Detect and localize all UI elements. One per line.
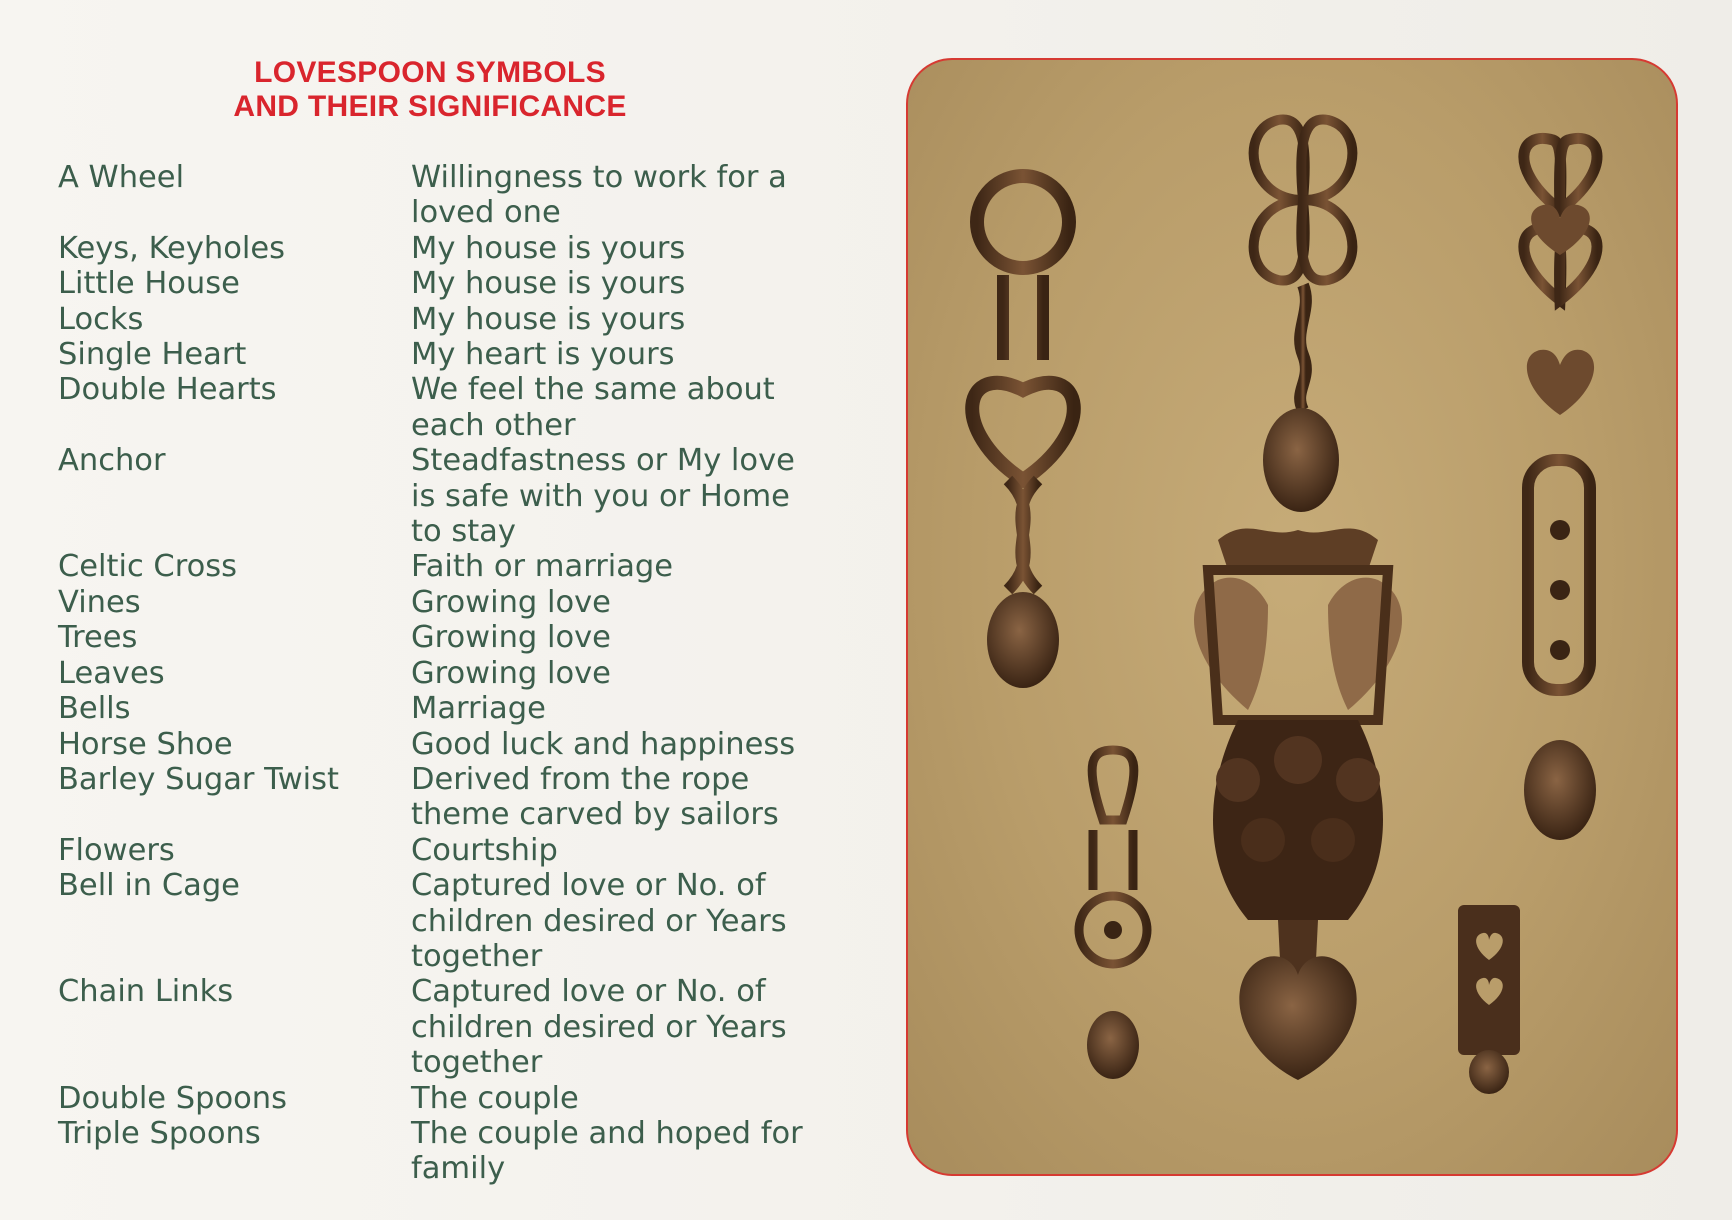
symbol-row: [58, 160, 838, 231]
symbol-row: [58, 656, 838, 691]
symbol-name: Little House: [58, 266, 240, 302]
symbol-name: Horse Shoe: [58, 726, 233, 762]
meaning-line: children desired or Years: [411, 1009, 787, 1045]
symbol-name: Single Heart: [58, 337, 247, 373]
bell-carving: [1550, 580, 1570, 600]
bell-carving: [1550, 520, 1570, 540]
meaning-line: Growing love: [411, 620, 611, 656]
meaning-line: Good luck and happiness: [411, 726, 796, 762]
symbol-meaning: [411, 266, 831, 301]
spoon-bowl: [1087, 1011, 1139, 1079]
meaning-line: together: [411, 1045, 543, 1081]
symbol-row: [58, 691, 838, 726]
symbol-row: [58, 231, 838, 266]
symbol-name: Leaves: [58, 655, 165, 691]
symbol-meaning: [411, 302, 831, 337]
symbol-meaning: [411, 868, 831, 974]
heart-carving: [1527, 350, 1594, 415]
meaning-line: loved one: [411, 195, 561, 231]
symbol-name: Anchor: [58, 443, 166, 479]
symbol-row: [58, 762, 838, 833]
symbol-name: Bell in Cage: [58, 868, 240, 904]
symbol-row: [58, 833, 838, 868]
meaning-line: children desired or Years: [411, 903, 787, 939]
symbol-meaning: [411, 1116, 831, 1187]
symbol-meaning: [411, 974, 831, 1080]
meaning-line: Marriage: [411, 691, 546, 727]
meaning-line: Courtship: [411, 832, 558, 868]
meaning-line: Captured love or No. of: [411, 974, 766, 1010]
meaning-line: family: [411, 1151, 506, 1187]
symbol-row: [58, 337, 838, 372]
symbol-meaning: [411, 443, 831, 549]
symbol-name: Double Hearts: [58, 372, 277, 408]
meaning-line: My house is yours: [411, 301, 686, 337]
symbol-row: [58, 266, 838, 301]
celtic-cross-spoon: [972, 172, 1074, 590]
bell-carving: [1550, 640, 1570, 660]
symbol-name: Bells: [58, 691, 131, 727]
symbol-row: [58, 1081, 838, 1116]
symbol-row: [58, 727, 838, 762]
symbol-table: [58, 160, 838, 1187]
title-line-1: LOVESPOON SYMBOLS: [254, 56, 606, 89]
title-line-2: AND THEIR SIGNIFICANCE: [233, 90, 627, 123]
page-title: [130, 56, 730, 124]
meaning-line: Faith or marriage: [411, 549, 674, 585]
meaning-line: The couple: [411, 1080, 579, 1116]
meaning-line: My heart is yours: [411, 337, 675, 373]
symbol-row: [58, 1116, 838, 1187]
meaning-line: Willingness to work for a: [411, 160, 787, 195]
symbol-name: Vines: [58, 584, 141, 620]
symbol-meaning: [411, 585, 831, 620]
symbol-row: [58, 549, 838, 584]
lovespoon-photo: [906, 58, 1678, 1176]
symbol-name: A Wheel: [58, 160, 185, 195]
meaning-line: to stay: [411, 514, 516, 550]
symbol-meaning: [411, 160, 831, 231]
symbol-meaning: [411, 762, 831, 833]
meaning-line: The couple and hoped for: [411, 1115, 803, 1151]
meaning-line: My house is yours: [411, 230, 686, 266]
meaning-line: Derived from the rope: [411, 761, 750, 797]
symbol-row: [58, 585, 838, 620]
symbol-meaning: [411, 691, 831, 726]
symbol-name: Barley Sugar Twist: [58, 761, 339, 797]
meaning-line: each other: [411, 407, 576, 443]
wheel-spoon: [1079, 750, 1147, 1010]
symbol-row: [58, 620, 838, 655]
symbol-row: [58, 372, 838, 443]
spoon-bowl: [987, 592, 1059, 688]
symbol-meaning: [411, 549, 831, 584]
symbol-meaning: [411, 727, 831, 762]
meaning-line: Growing love: [411, 584, 611, 620]
symbol-meaning: [411, 337, 831, 372]
symbol-name: Double Spoons: [58, 1080, 288, 1116]
lovespoons-illustration: [908, 60, 1678, 1176]
meaning-line: Steadfastness or My love: [411, 443, 795, 479]
spoon-bowl: [1263, 408, 1339, 512]
meaning-line: My house is yours: [411, 266, 686, 302]
spoon-bowl: [1524, 740, 1596, 840]
symbol-row: [58, 868, 838, 974]
symbol-name: Flowers: [58, 832, 175, 868]
symbol-meaning: [411, 1081, 831, 1116]
symbol-name: Trees: [58, 620, 138, 656]
symbol-meaning: [411, 231, 831, 266]
small-heart-spoon: [1458, 905, 1520, 1094]
meaning-line: Captured love or No. of: [411, 868, 766, 904]
meaning-line: Growing love: [411, 655, 611, 691]
meaning-line: We feel the same about: [411, 372, 775, 408]
meaning-line: together: [411, 938, 543, 974]
meaning-line: theme carved by sailors: [411, 797, 779, 833]
clover-heart-spoon: [1254, 119, 1353, 410]
symbol-name: Keys, Keyholes: [58, 230, 285, 266]
symbol-meaning: [411, 372, 831, 443]
symbol-name: Triple Spoons: [58, 1115, 261, 1151]
symbol-meaning: [411, 620, 831, 655]
symbol-row: [58, 443, 838, 549]
meaning-line: is safe with you or Home: [411, 478, 790, 514]
symbol-name: Chain Links: [58, 974, 234, 1010]
wheel-hub: [1104, 921, 1122, 939]
double-heart-spoon: [1194, 528, 1402, 1020]
symbol-meaning: [411, 833, 831, 868]
symbol-name: Locks: [58, 301, 144, 337]
symbol-name: Celtic Cross: [58, 549, 238, 585]
symbol-meaning: [411, 656, 831, 691]
symbol-row: [58, 974, 838, 1080]
symbol-row: [58, 302, 838, 337]
